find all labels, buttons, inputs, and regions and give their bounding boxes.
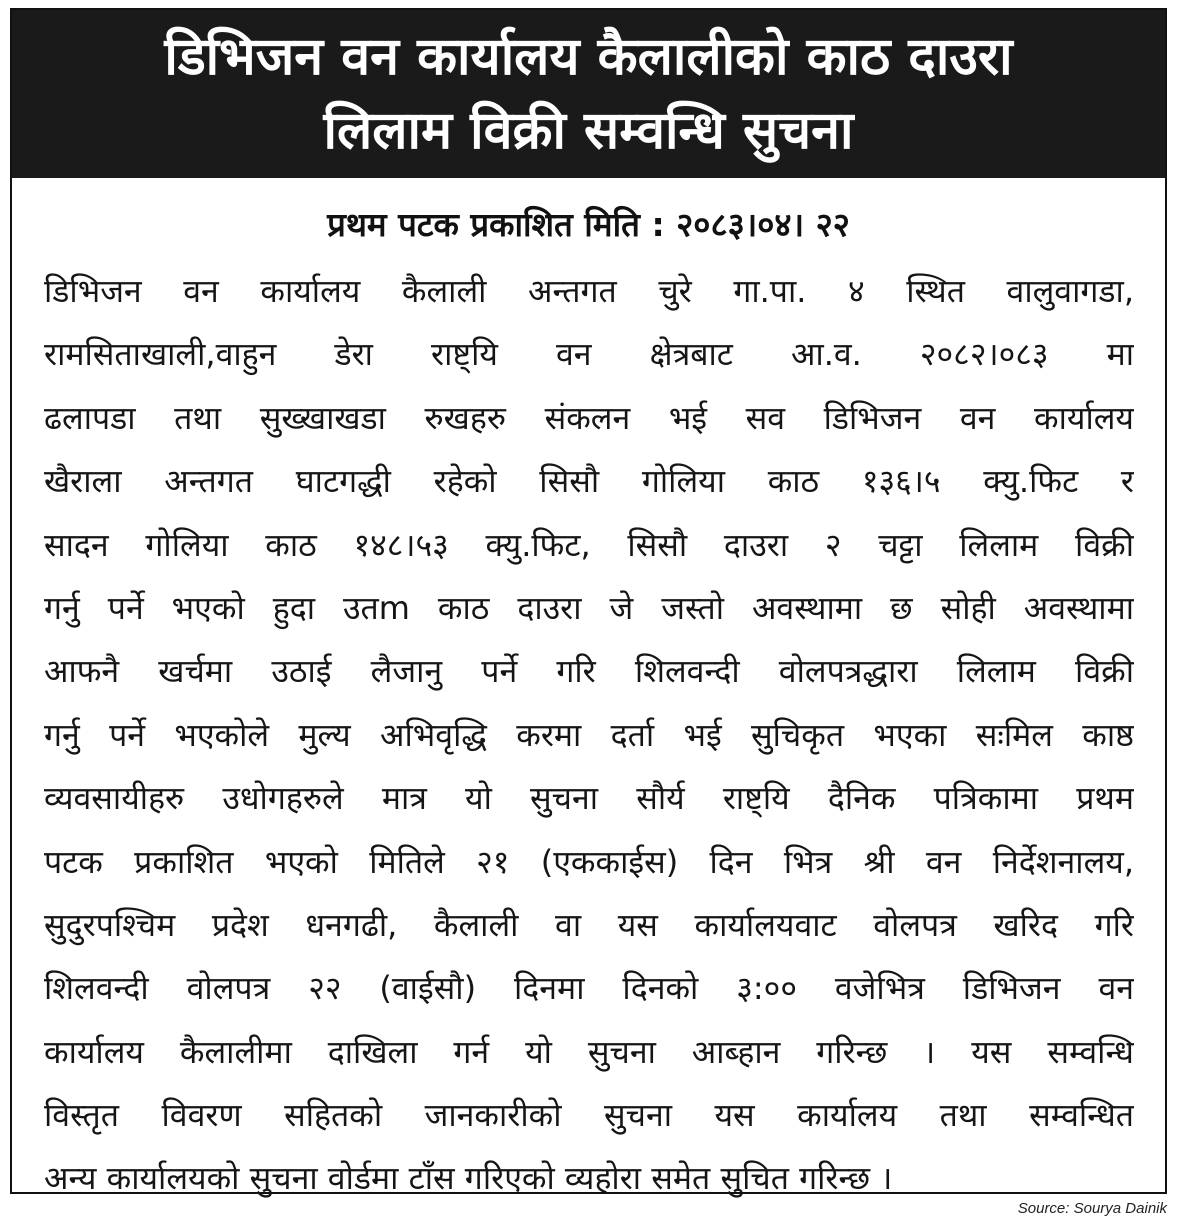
body-line: सादन गोलिया काठ १४८।५३ क्यु.फिट, सिसौ दाउरा २ चट्टा लिलाम विक्री [44, 525, 1134, 564]
body-line: डिभिजन वन कार्यालय कैलाली अन्तगत चुरे गा.पा. ४ स्थित वालुवागडा, [44, 272, 1134, 310]
body-line: व्यवसायीहरु उधोगहरुले मात्र यो सुचना सौर्य राष्ट्यि दैनिक पत्रिकामा प्रथम [44, 779, 1134, 818]
body-line: ढलापडा तथा सुख्खाखडा रुखहरु संकलन भई सव डिभिजन वन कार्यालय [44, 398, 1134, 437]
body-line: कार्यालय कैलालीमा दाखिला गर्न यो सुचना आब्हान गरिन्छ । यस सम्वन्धि [44, 1032, 1134, 1071]
body-line: सुदुरपश्चिम प्रदेश धनगढी, कैलाली वा यस कार्यालयवाट वोलपत्र खरिद गरि [44, 905, 1134, 944]
notice-frame [10, 8, 1167, 1198]
body-line: गर्नु पर्ने भएको हुदा उतm काठ दाउरा जे जस्तो अवस्थामा छ सोही अवस्थामा [44, 588, 1134, 627]
body-line: आफनै खर्चमा उठाई लैजानु पर्ने गरि शिलवन्दी वोलपत्रद्धारा लिलाम विक्री [44, 652, 1134, 691]
body-line: खैराला अन्तगत घाटगद्धी रहेको सिसौ गोलिया काठ १३६।५ क्यु.फिट र [44, 462, 1134, 501]
publish-date-line: प्रथम पटक प्रकाशित मिति : २०८३।०४। २२ [327, 205, 850, 244]
body-line: विस्तृत विवरण सहितको जानकारीको सुचना यस कार्यालय तथा सम्वन्धित [44, 1096, 1134, 1135]
source-credit: Source: Sourya Dainik [1017, 1200, 1167, 1217]
body-line: शिलवन्दी वोलपत्र २२ (वाईसौ) दिनमा दिनको ३:०० वजेभित्र डिभिजन वन [44, 969, 1134, 1008]
body-line: पटक प्रकाशित भएको मितिले २१ (एककाईस) दिन भित्र श्री वन निर्देशनालय, [44, 842, 1134, 881]
body-line: गर्नु पर्ने भएकोले मुल्य अभिवृद्धि करमा दर्ता भई सुचिकृत भएका सःमिल काष्ठ [44, 715, 1134, 754]
notice-title-line-1: डिभिजन वन कार्यालय कैलालीको काठ दाउरा [164, 27, 1013, 87]
body-line: अन्य कार्यालयको सुचना वोर्डमा टाँस गरिएको व्यहोरा समेत सुचित गरिन्छ । [44, 1159, 893, 1198]
notice-body [44, 260, 1134, 1211]
notice-title-line-2: लिलाम विक्री सम्वन्धि सुचना [323, 101, 854, 161]
body-line: रामसिताखाली,वाहुन डेरा राष्ट्यि वन क्षेत्रबाट आ.व. २०८२।०८३ मा [44, 335, 1134, 374]
notice-header [12, 10, 1165, 178]
